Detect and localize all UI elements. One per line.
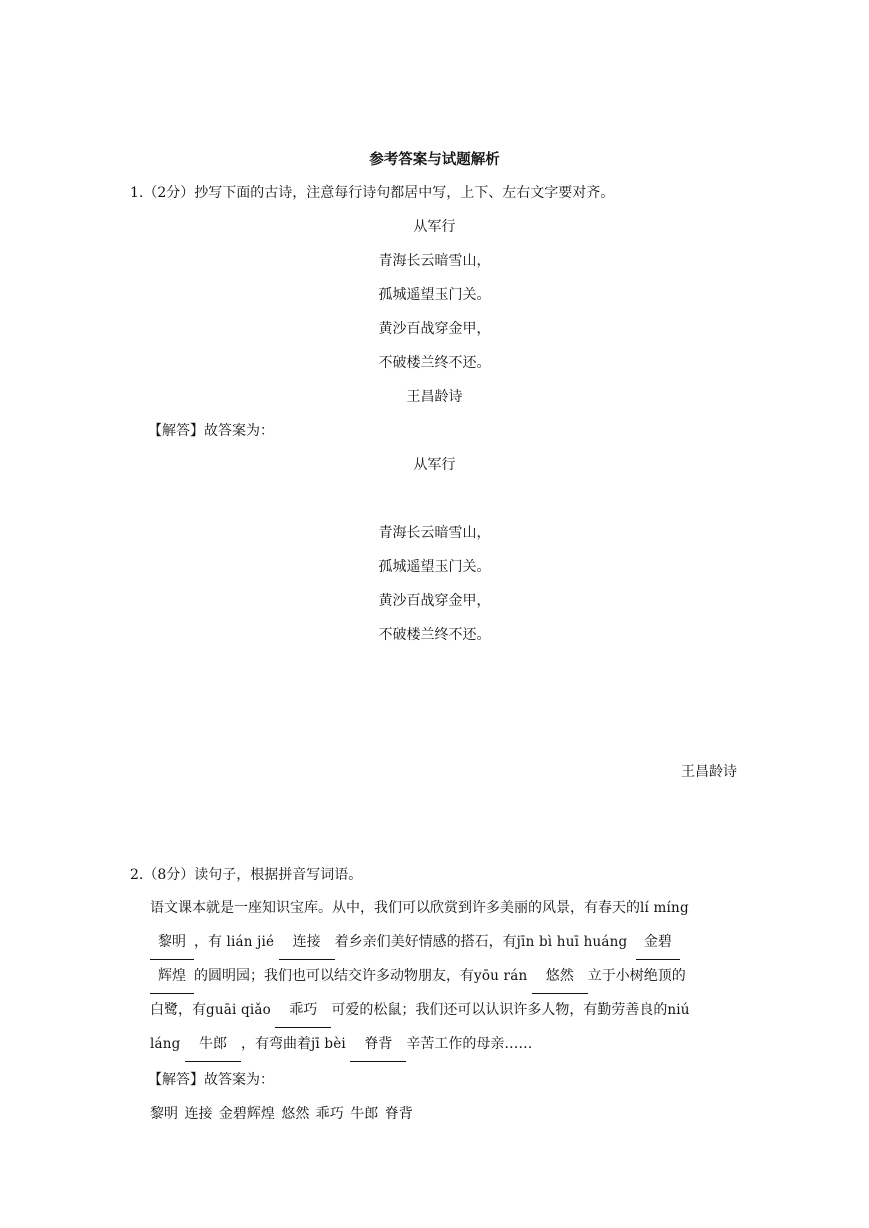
- passage-text: ，有: [194, 934, 222, 950]
- question-2-passage: [150, 891, 740, 1061]
- passage-text: 可爱的松鼠；我们还可以认识许多人物，有勤劳善良的: [331, 1002, 668, 1018]
- passage-text: 立于小树绝顶的: [587, 968, 686, 984]
- answer-label: 【解答】故答案为：: [148, 423, 274, 439]
- question-score: （8分）: [143, 867, 195, 883]
- answer-blank: 脊背: [350, 1027, 406, 1062]
- question-2-header: [130, 864, 362, 884]
- passage-text: 辛苦工作的母亲……: [406, 1036, 533, 1052]
- passage-text: 白鹭，有: [150, 1002, 206, 1018]
- poem-title: 从军行: [413, 219, 456, 235]
- pinyin: yōu rán: [474, 968, 528, 984]
- question-number: 2.: [130, 867, 144, 883]
- question-prompt: 读句子，根据拼音写词语。: [194, 867, 363, 883]
- answer-poem-author: 王昌龄诗: [681, 764, 737, 780]
- answer-poem-title: 从军行: [413, 457, 456, 473]
- answer-blank: 牛郎: [185, 1027, 241, 1062]
- passage-text: 着乡亲们美好情感的搭石，有: [334, 934, 517, 950]
- answer-blank: 辉煌: [150, 959, 194, 994]
- poem-line: 青海长云暗雪山，: [378, 253, 491, 269]
- answer-words: 黎明 连接 金碧辉煌 悠然 乖巧 牛郎 脊背: [150, 1106, 413, 1122]
- pinyin: láng: [150, 1036, 181, 1052]
- pinyin: niú: [667, 1002, 690, 1018]
- passage-text: ，有弯曲着: [240, 1036, 311, 1052]
- question-prompt: 抄写下面的古诗，注意每行诗句都居中写，上下、左右文字要对齐。: [194, 185, 615, 201]
- poem-line: 不破楼兰终不还。: [378, 355, 491, 371]
- pinyin: guāi qiǎo: [206, 1002, 271, 1018]
- pinyin: jīn bì huī huáng: [516, 934, 628, 950]
- poem-line: 孤城遥望玉门关。: [378, 287, 491, 303]
- answer-blank: 黎明: [150, 925, 194, 960]
- poem-author: 王昌龄诗: [406, 389, 463, 405]
- question-number: 1.: [130, 185, 144, 201]
- poem-line: 黄沙百战穿金甲，: [378, 321, 491, 337]
- passage-text: 语文课本就是一座知识宝库。从中，我们可以欣赏到许多美丽的风景，有春天的: [150, 900, 640, 916]
- answer-poem-line: 青海长云暗雪山，: [378, 525, 491, 541]
- pinyin: jī bèi: [310, 1036, 346, 1052]
- answer-blank: 金碧: [636, 925, 680, 960]
- pinyin: lián jié: [226, 934, 275, 950]
- question-1-header: [130, 182, 614, 202]
- passage-text: 的圆明园；我们也可以结交许多动物朋友，有: [194, 968, 474, 984]
- question-score: （2分）: [143, 185, 195, 201]
- answer-blank: 连接: [279, 925, 335, 960]
- answer-blank: 悠然: [532, 959, 588, 994]
- answer-label: 【解答】故答案为：: [148, 1072, 274, 1088]
- answer-poem-line: 黄沙百战穿金甲，: [378, 593, 491, 609]
- page-title: 参考答案与试题解析: [369, 151, 500, 168]
- answer-poem-line: 孤城遥望玉门关。: [378, 559, 491, 575]
- answer-blank: 乖巧: [275, 993, 331, 1028]
- pinyin: lí míng: [640, 900, 689, 916]
- answer-poem-line: 不破楼兰终不还。: [378, 627, 491, 643]
